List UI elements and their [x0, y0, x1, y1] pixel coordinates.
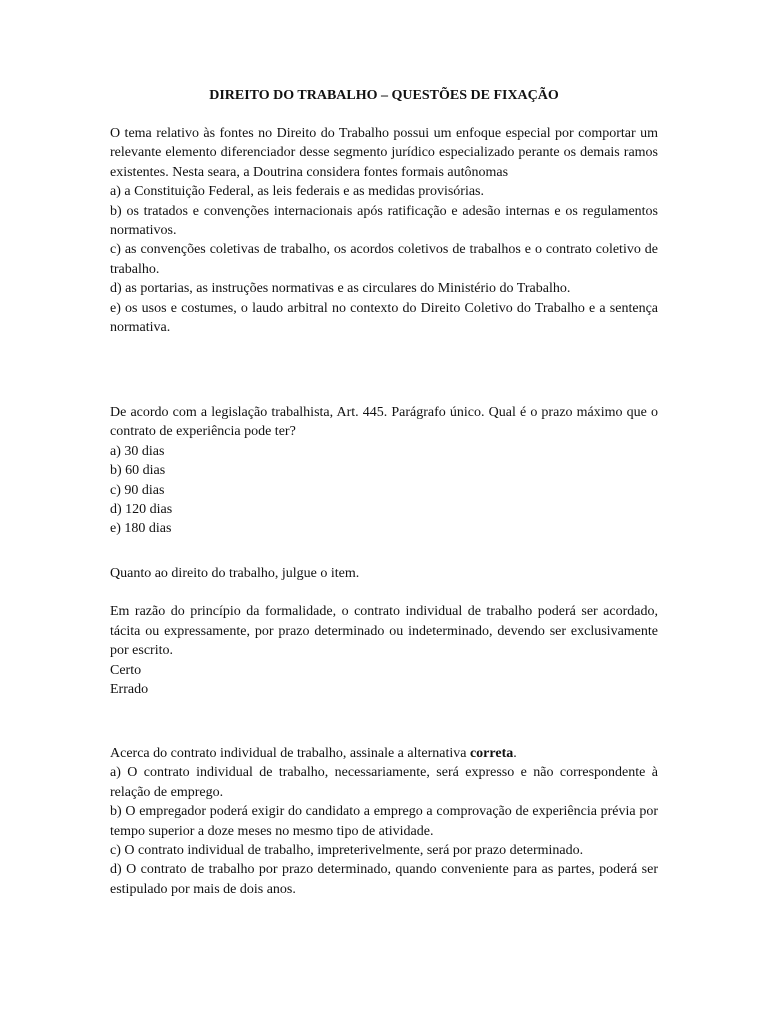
question-3-stem: Em razão do princípio da formalidade, o contrato individual de trabalho poderá ser acordado, tácita ou expressamente, por prazo determinado ou indeterminado, devendo ser exclusivamente por escrito.: [110, 604, 658, 659]
question-2: [110, 403, 658, 539]
question-3-option-certo: Certo: [110, 662, 142, 678]
question-1: [110, 124, 658, 337]
question-2-option-d: d) 120 dias: [110, 502, 173, 518]
question-3-option-errado: Errado: [110, 682, 149, 698]
question-4-option-a: a) O contrato individual de trabalho, necessariamente, será expresso e não correspondente à relação de emprego.: [110, 765, 658, 800]
question-3: [110, 564, 658, 699]
question-1-option-d: d) as portarias, as instruções normativas e as circulares do Ministério do Trabalho.: [110, 281, 571, 297]
question-1-option-a: a) a Constituição Federal, as leis federais e as medidas provisórias.: [110, 184, 484, 200]
question-4-stem: [110, 744, 658, 763]
document-title: DIREITO DO TRABALHO – QUESTÕES DE FIXAÇÃO: [209, 88, 559, 103]
question-1-option-b: b) os tratados e convenções internacionais após ratificação e adesão internas e os regulamentos normativos.: [110, 203, 658, 239]
question-2-option-b: b) 60 dias: [110, 463, 166, 479]
question-4-option-d: d) O contrato de trabalho por prazo determinado, quando conveniente para as partes, poderá ser estipulado por mais de dois anos.: [110, 862, 658, 897]
question-1-option-c: c) as convenções coletivas de trabalho, os acordos coletivos de trabalhos e o contrato coletivo de trabalho.: [110, 242, 658, 277]
question-4-option-b: b) O empregador poderá exigir do candidato a emprego a comprovação de experiência prévia por tempo superior a doze meses no mesmo tipo de atividade.: [110, 804, 658, 839]
question-2-stem: De acordo com a legislação trabalhista, Art. 445. Parágrafo único. Qual é o prazo máximo que o contrato de experiência pode ter?: [110, 405, 658, 440]
question-2-option-c: c) 90 dias: [110, 482, 165, 498]
question-1-option-e: e) os usos e costumes, o laudo arbitral no contexto do Direito Coletivo do Trabalho e a sentença normativa.: [110, 300, 658, 336]
question-2-option-a: a) 30 dias: [110, 443, 165, 459]
question-4-stem-emphasis: correta: [469, 746, 514, 761]
question-4-stem-end: .: [513, 746, 517, 761]
question-3-intro: Quanto ao direito do trabalho, julgue o item.: [110, 566, 360, 581]
question-4: [110, 744, 658, 899]
question-4-option-c: c) O contrato individual de trabalho, impreterivelmente, será por prazo determinado.: [110, 843, 584, 859]
question-2-option-e: e) 180 dias: [110, 521, 172, 537]
question-4-stem-text: Acerca do contrato individual de trabalho, assinale a alternativa: [110, 746, 470, 761]
question-1-stem: O tema relativo às fontes no Direito do Trabalho possui um enfoque especial por comportar um relevante elemento diferenciador desse segmento jurídico especializado perante os demais ramos existentes. Nesta seara, a Doutrina considera fontes formais autônomas: [110, 126, 658, 180]
